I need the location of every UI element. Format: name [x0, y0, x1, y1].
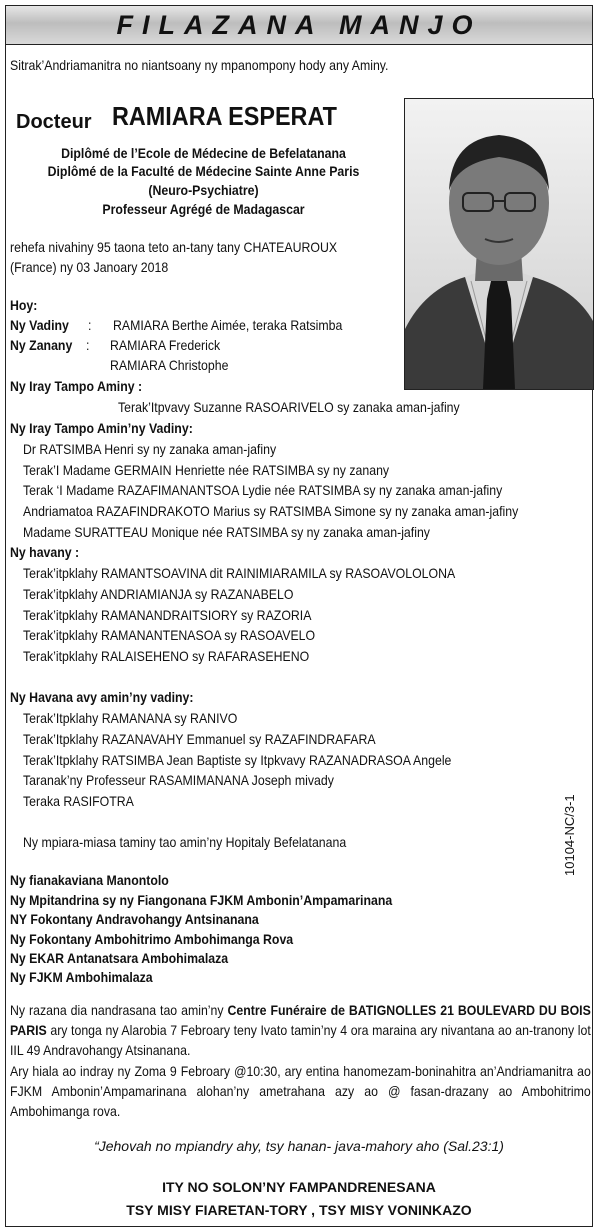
havany-entry: Terak’itpklahy RAMANANTENASOA sy RASOAVELO	[23, 627, 316, 643]
group-line: Ny Fokontany Ambohitrimo Ambohimanga Rova	[10, 931, 294, 947]
diploma-line: Diplômé de l’Ecole de Médecine de Befelatanana	[61, 145, 346, 161]
havana-vadiny-label: Ny Havana avy amin’ny vadiny:	[10, 689, 194, 705]
havany-entry: Terak’itpklahy RAMANANDRAITSIORY sy RAZORIA	[23, 607, 312, 623]
havana-vadiny-entry: Terak’Itpklahy RATSIMBA Jean Baptiste sy Itpkvavy RAZANADRASOA Angele	[23, 752, 452, 768]
obituary-notice	[5, 5, 593, 1227]
zanany-colon: :	[86, 337, 90, 353]
bible-verse: “Jehovah no mpiandry ahy, tsy hanan- java-mahory aho (Sal.23:1)	[94, 1138, 504, 1154]
iray-tampo-aminy-entry: Terak’Itpvavy Suzanne RASOARIVELO sy zanaka aman-jafiny	[118, 399, 460, 415]
zanany-name: RAMIARA Christophe	[110, 357, 229, 373]
iray-tampo-vadiny-entry: Andriamatoa RAZAFINDRAKOTO Marius sy RATSIMBA Simone sy ny zanaka aman-jafiny	[23, 503, 519, 519]
iray-tampo-aminy-label: Ny Iray Tampo Aminy :	[10, 378, 143, 394]
diploma-line: (Neuro-Psychiatre)	[148, 182, 259, 198]
zanany-name: RAMIARA Frederick	[110, 337, 221, 353]
deceased-name: RAMIARA ESPERAT	[112, 101, 337, 131]
iray-tampo-vadiny-entry: Terak ‘I Madame RAZAFIMANANTSOA Lydie née RATSIMBA sy ny zanaka aman-jafiny	[23, 482, 503, 498]
havana-vadiny-entry: Terak’Itpklahy RAZANAVAHY Emmanuel sy RAZAFINDRAFARA	[23, 731, 376, 747]
havana-vadiny-entry: Teraka RASIFOTRA	[23, 793, 134, 809]
banner-title: FILAZANA MANJO	[116, 10, 482, 40]
banner	[6, 6, 592, 45]
iray-tampo-vadiny-entry: Terak’I Madame GERMAIN Henriette née RATSIMBA sy ny zanany	[23, 462, 390, 478]
deceased-title: Docteur	[16, 111, 92, 133]
funeral-paragraph: Ary hiala ao indray ny Zoma 9 Febroary @10:30, ary entina hanomezam-boninahitra an’Andriamanitra ao FJKM Ambonin’Ampamarinana alohan’ny ametrahana azy ao @ fasan-drazany ao Ambohitrimo Ambohimanga rova.	[10, 1063, 591, 1119]
zanany-label: Ny Zanany	[10, 337, 73, 353]
funeral-paragraph	[10, 1000, 591, 1060]
funeral-text: Ny razana dia nandrasana tao amin’ny	[10, 1002, 228, 1018]
havany-entry: Terak’itpklahy RALAISEHENO sy RAFARASEHENO	[23, 648, 310, 664]
mpiara-miasa-line: Ny mpiara-miasa taminy tao amin’ny Hopitaly Befelatanana	[23, 834, 347, 850]
havana-vadiny-entry: Terak’Itpklahy RAMANANA sy RANIVO	[23, 710, 238, 726]
funeral-text: ary tonga ny Alarobia 7 Febroary teny Ivato tamin’ny 4 ora maraina ary nivantana ao an-tranony lot IIL 49 Andravohangy Atsinanana.	[10, 1022, 591, 1058]
iray-tampo-vadiny-entry: Madame SURATTEAU Monique née RATSIMBA sy ny zanaka aman-jafiny	[23, 524, 430, 540]
closing-line: ITY NO SOLON’NY FAMPANDRENESANA	[162, 1179, 436, 1195]
reference-code: 10104-NC/3-1	[562, 794, 577, 876]
death-line: rehefa nivahiny 95 taona teto an-tany tany CHATEAUROUX	[10, 239, 338, 255]
death-line: (France) ny 03 Janoary 2018	[10, 259, 169, 275]
vadiny-label: Ny Vadiny	[10, 317, 69, 333]
diploma-line: Diplômé de la Faculté de Médecine Sainte Anne Paris	[47, 163, 360, 179]
diploma-line: Professeur Agrégé de Madagascar	[102, 201, 305, 217]
group-line: NY Fokontany Andravohangy Antsinanana	[10, 911, 259, 927]
havany-label: Ny havany :	[10, 544, 80, 560]
funeral-location: Centre Funéraire de BATIGNOLLES 21 BOULEVARD DU BOIS PARIS	[10, 1002, 591, 1038]
havany-entry: Terak’itpklahy ANDRIAMIANJA sy RAZANABELO	[23, 586, 294, 602]
group-line: Ny Mpitandrina sy ny Fiangonana FJKM Ambonin’Ampamarinana	[10, 892, 393, 908]
havany-entry: Terak’itpklahy RAMANTSOAVINA dit RAINIMIARAMILA sy RASOAVOLOLONA	[23, 565, 456, 581]
closing-line: TSY MISY FIARETAN-TORY , TSY MISY VONINKAZO	[126, 1202, 472, 1218]
group-line: Ny fianakaviana Manontolo	[10, 872, 169, 888]
iray-tampo-vadiny-label: Ny Iray Tampo Amin’ny Vadiny:	[10, 420, 193, 436]
hoy-label: Hoy:	[10, 297, 38, 313]
vadiny-name: RAMIARA Berthe Aimée, teraka Ratsimba	[113, 317, 343, 333]
havana-vadiny-entry: Taranak’ny Professeur RASAMIMANANA Joseph mivady	[23, 772, 334, 788]
group-line: Ny FJKM Ambohimalaza	[10, 969, 153, 985]
vadiny-colon: :	[88, 317, 92, 333]
intro-line: Sitrak’Andriamanitra no niantsoany ny mpanompony hody any Aminy.	[10, 57, 389, 73]
group-line: Ny EKAR Antanatsara Ambohimalaza	[10, 950, 229, 966]
iray-tampo-vadiny-entry: Dr RATSIMBA Henri sy ny zanaka aman-jafiny	[23, 441, 277, 457]
portrait-photo	[404, 98, 594, 390]
